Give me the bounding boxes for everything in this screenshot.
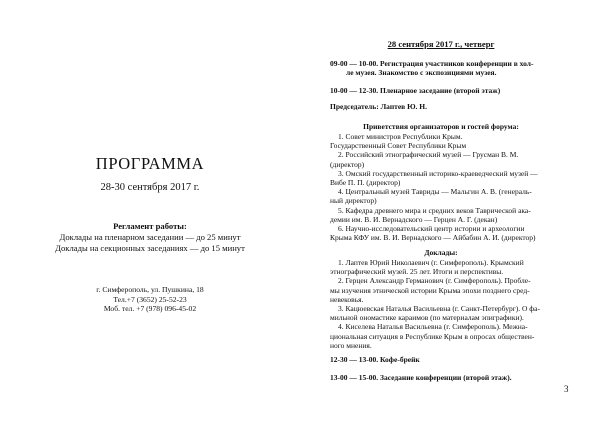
list-item: невековья. xyxy=(330,294,364,304)
chairman: Председатель: Лаптев Ю. Н. xyxy=(330,102,427,111)
reports-heading: Доклады: xyxy=(424,248,458,257)
list-item: циональная ситуация в Республике Крым в опросах обществен- xyxy=(330,331,535,341)
registration-line: ле музея. Знакомство с экспозициями музея. xyxy=(346,68,497,78)
phone-line: Тел.+7 (3652) 25-52-23 xyxy=(113,294,187,304)
regulation-block xyxy=(0,221,300,255)
day-heading: 28 сентября 2017 г., четверг xyxy=(387,39,495,49)
program-title: ПРОГРАММА xyxy=(95,154,205,173)
list-item: 1. Совет министров Республики Крым. xyxy=(338,132,463,141)
list-item: 2. Российский этнографический музей — Грусман В. М. xyxy=(338,150,519,160)
greetings-list xyxy=(330,132,552,242)
list-item: Крыма КФУ им. В. И. Вернадского — Айбабин А. И. (директор) xyxy=(330,233,536,243)
address-block xyxy=(0,285,300,314)
list-item: ного мнения. xyxy=(330,340,372,350)
list-item: (директор) xyxy=(330,159,365,169)
list-item: 6. Научно-исследовательский центр истории и археологии xyxy=(338,224,525,234)
list-item: 1. Лаптев Юрий Николаевич (г. Симферополь). Крымский xyxy=(338,258,524,267)
page-number: 3 xyxy=(564,384,569,394)
coffee-break: 12-30 — 13-00. Кофе-брейк xyxy=(330,355,420,364)
reports-list xyxy=(330,258,552,350)
list-item: демии им. В. И. Вернадского — Герцен А. Г. (декан) xyxy=(330,214,498,224)
regulation-heading: Регламент работы: xyxy=(113,221,187,231)
registration-item xyxy=(330,59,552,77)
mobile-line: Моб. тел. +7 (978) 096-45-02 xyxy=(103,304,197,314)
list-item: этнографический музей. 25 лет. Итоги и перспективы. xyxy=(330,267,504,277)
list-item: Вибе П. П. (директор) xyxy=(330,178,401,188)
list-item: мильной ономастике караимов (по материалам эпиграфики). xyxy=(330,313,524,323)
list-item: 4. Центральный музей Тавриды — Мальгин А. В. (генераль- xyxy=(338,187,532,197)
list-item: ный директор) xyxy=(330,196,377,206)
list-item: 3. Кацюевская Наталья Васильевна (г. Санкт-Петербург). О фа- xyxy=(338,304,540,314)
program-dates: 28-30 сентября 2017 г. xyxy=(100,182,200,193)
list-item: 4. Киселева Наталья Васильевна (г. Симферополь). Межна- xyxy=(338,322,528,332)
address-line: г. Симферополь, ул. Пушкина, 18 xyxy=(96,285,204,294)
regulation-line: Доклады на секционных заседаниях — до 15 минут xyxy=(55,243,245,254)
list-item: 3. Омский государственный историко-краеведческий музей — xyxy=(338,168,538,178)
list-item: мы изучения этнической истории Крыма эпохи позднего сред- xyxy=(330,285,530,295)
plenary-session: 10-00 — 12-30. Пленарное заседание (второй этаж) xyxy=(330,86,501,95)
registration-line: 09-00 — 10-00. Регистрация участников конференции в хол- xyxy=(330,59,534,68)
list-item: 2. Герцен Александр Германович (г. Симферополь). Пробле- xyxy=(338,276,531,286)
list-item: 5. Кафедра древнего мира и средних веков Таврической ака- xyxy=(338,205,531,215)
conference-session: 13-00 — 15-00. Заседание конференции (второй этаж). xyxy=(330,373,512,382)
list-item: Государственный Совет Республики Крым xyxy=(330,141,467,151)
regulation-line: Доклады на пленарном заседании — до 25 минут xyxy=(59,232,241,243)
greetings-heading: Приветствия организаторов и гостей форума: xyxy=(363,122,519,131)
